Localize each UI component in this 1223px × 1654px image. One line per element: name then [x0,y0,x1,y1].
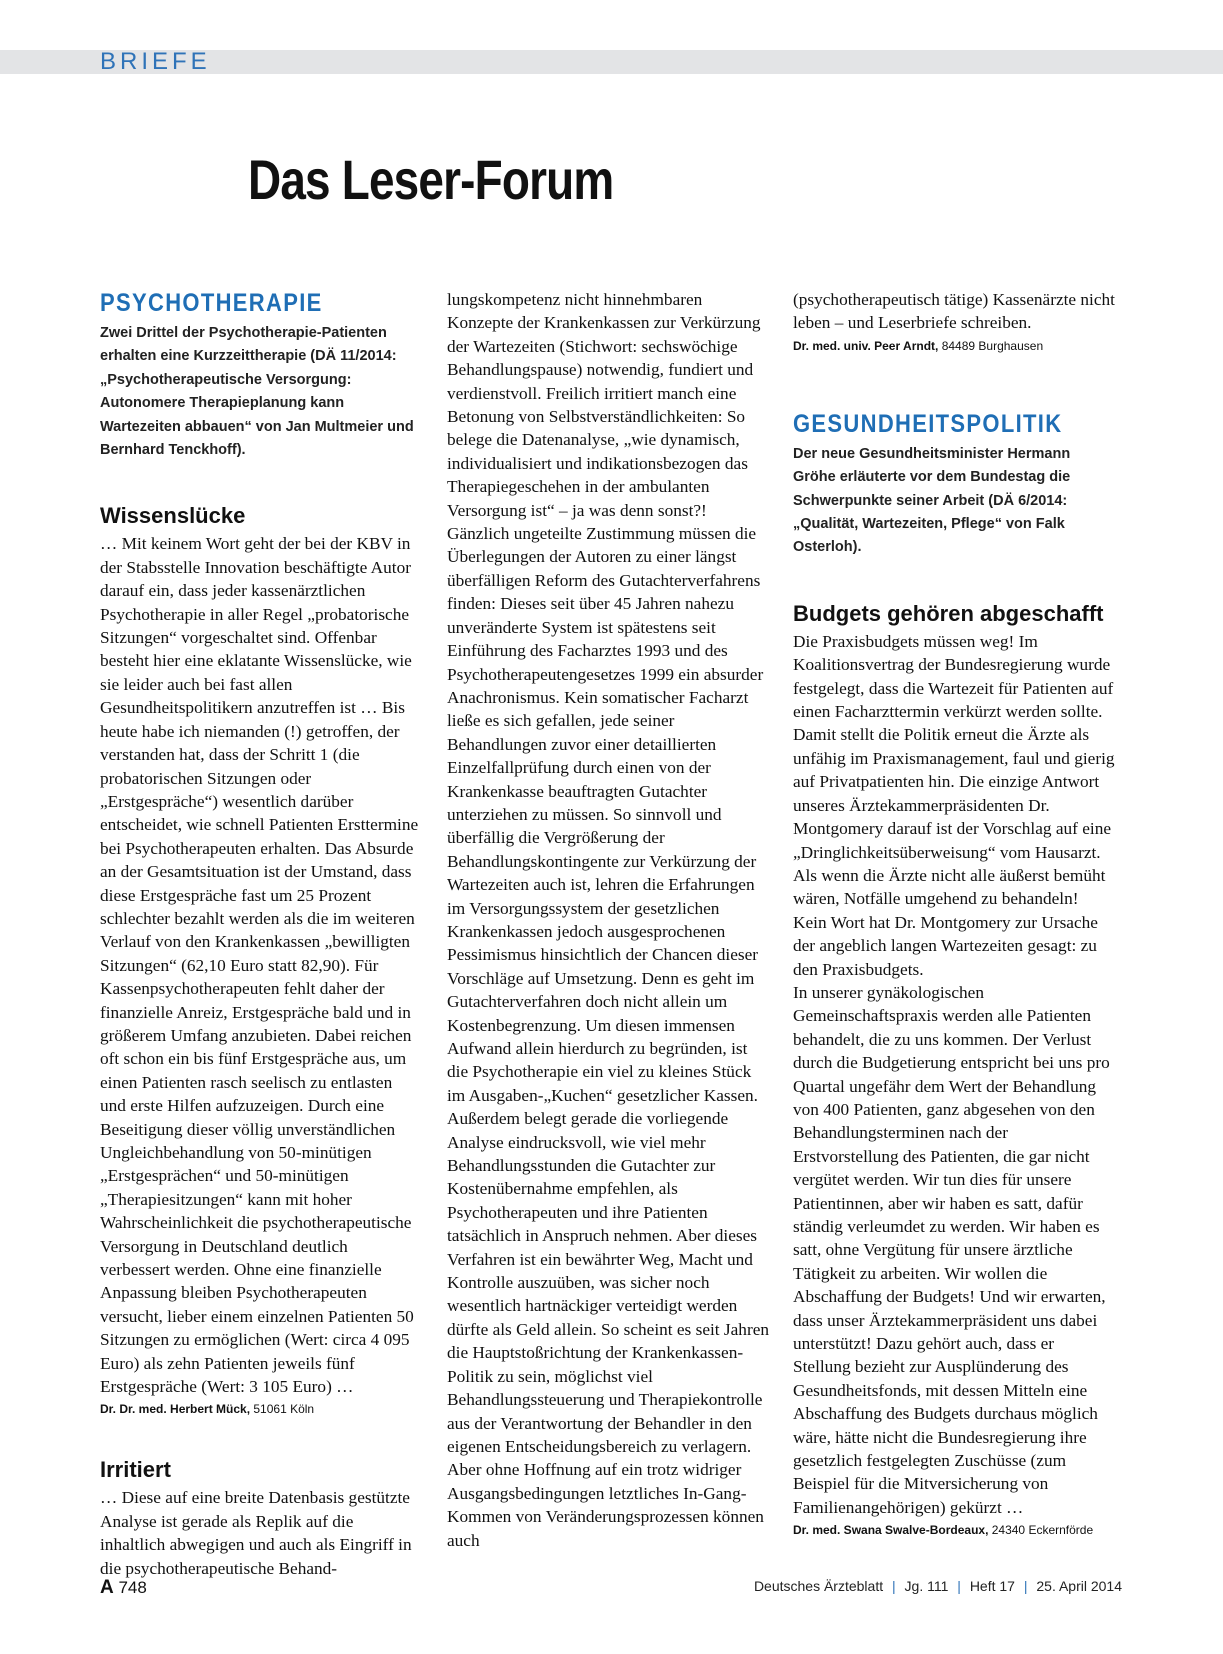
column-2 [447,288,769,1552]
letter-heading-budgets: Budgets gehören abgeschafft [793,600,1104,626]
topic-intro: Der neue Gesundheitsminister Hermann Gröhe erläuterte vor dem Bundestag die Schwerpunkte seiner Arbeit (DÄ 6/2014: „Qualität, Wartezeiten, Pflege“ von Falk Osterloh). [793,445,1071,556]
journal-date: 25. April 2014 [1036,1578,1122,1594]
letter-body-continued: lungskompetenz nicht hinnehmbaren Konzepte der Krankenkassen zur Verkürzung der Wartezeiten (Stichwort: sechswöchige Behandlungspause) notwendig, fundiert und verdienstvoll. Freilich irritiert manch eine Betonung von Selbstverständlichkeiten: So belege die Datenanalyse, „wie dynamisch, individualisiert und indikationsbezogen das Therapiegeschehen in der ambulanten Versorgung ist“ – ja was denn sonst?! Gänzlich ungeteilte Zustimmung müssen die Überlegungen der Autoren zu einer längst überfälligen Reform des Gutachterverfahrens finden: Dieses seit über 45 Jahren nahezu unveränderte System ist spätestens seit Einführung des Facharztes 1993 und des Psychotherapeutengesetzes 1999 ein absurder Anachronismus. Kein somatischer Facharzt ließe es sich gefallen, jede seiner Behandlungen zuvor einer detaillierten Einzelfallprüfung durch einen von der Krankenkasse beauftragten Gutachter unterziehen zu müssen. So sinnvoll und überfällig die Vergrößerung der Behandlungskontingente zur Verkürzung der Wartezeiten auch ist, lehren die Erfahrungen im Versorgungssystem der gesetzlichen Krankenkassen jedoch ausgesprochenen Pessimismus hinsichtlich der Chancen dieser Vorschläge auf Umsetzung. Denn es geht im Gutachterverfahren doch nicht allein um Kostenbegrenzung. Um diesen immensen Aufwand allein hierdurch zu begründen, ist die Psychotherapie ein viel zu kleines Stück im Ausgaben-„Kuchen“ gesetzlicher Kassen. Außerdem belegt gerade die vorliegende Analyse eindrucksvoll, wie viel mehr Behandlungsstunden die Gutachter zur Kostenübernahme empfehlen, als Psychotherapeuten und ihre Patienten tatsächlich in Anspruch nehmen. Aber dieses Verfahren ist ein bewährter Weg, Macht und Kontrolle auszuüben, was sicher noch wesentlich hartnäckiger verteidigt werden dürfte als Geld allein. So scheint es seit Jahren die Hauptstoßrichtung der Krankenkassen-Politik zu sein, möglichst viel Behandlungssteuerung und Therapiekontrolle aus der Verantwortung der Behandler in den eigenen Entscheidungsbereich zu verlagern. Aber ohne Hoffnung auf ein trotz widriger Ausgangsbedingungen letztliches In-Gang-Kommen von Veränderungsprozessen können auch [447,290,770,1550]
letter-body: In unserer gynäkologischen Gemeinschaftspraxis werden alle Patienten behandelt, die zu uns kommen. Der Verlust durch die Budgetierung entspricht bei uns pro Quartal ungefähr dem Wert der Behandlung von 400 Patienten, ganz abgesehen von den Behandlungsterminen nach der Erstvorstellung des Patienten, die gar nicht vergütet werden. Wir tun dies für unsere Patientinnen, aber wir haben es satt, dafür ständig verleumdet zu werden. Wir haben es satt, ohne Vergütung für unsere ärztliche Tätigkeit zu arbeiten. Wir wollen die Abschaffung der Budgets! Und wir erwarten, dass unser Ärztekammerpräsident uns dabei unterstützt! Dazu gehört auch, dass er Stellung bezieht zur Ausplünderung des Gesundheitsfonds, mit dessen Mitteln eine Abschaffung des Budgets durchaus möglich wäre, hätte nicht die Bundesregierung ihre gesetzlich festgelegten Zuschüsse (zum Beispiel für die Mitversicherung von Familienangehörigen) gekürzt … [793,982,1110,1517]
signature-place: 84489 Burghausen [938,338,1044,353]
signature-place: 51061 Köln [250,1402,315,1417]
letter-body-end: (psychotherapeutisch tätige) Kassenärzte nicht leben – und Leserbriefe schreiben. [793,290,1115,333]
spacer [100,1420,422,1456]
letter-heading-irritiert: Irritiert [100,1457,171,1483]
spacer [100,462,422,502]
column-3 [793,288,1115,1541]
footer-separator: | [892,1578,896,1594]
page-number [100,1577,147,1599]
journal-volume: Jg. 111 [904,1578,949,1594]
signature-name: Dr. med. univ. Peer Arndt, [793,338,939,353]
letter-signature [793,335,1115,357]
signature-place: 24340 Eckernförde [988,1523,1094,1538]
journal-issue: Heft 17 [969,1578,1015,1594]
page-title: Das Leser-Forum [248,148,614,211]
topic-heading-psychotherapie: PSYCHOTHERAPIE [100,289,323,317]
journal-name: Deutsches Ärzteblatt [753,1578,884,1594]
letter-body: … Diese auf eine breite Datenbasis gestützte Analyse ist gerade als Replik auf die inhaltlich abwegigen und auch als Eingriff in die psychotherapeutische Behand- [100,1488,412,1578]
letter-heading-wissensluecke: Wissenslücke [100,503,246,529]
signature-name: Dr. med. Swana Swalve-Bordeaux, [793,1523,989,1538]
footer-separator: | [1023,1578,1028,1594]
page-letter: A [100,1577,114,1598]
letter-signature [100,1398,422,1420]
letter-signature [793,1519,1115,1541]
signature-name: Dr. Dr. med. Herbert Mück, [100,1402,251,1417]
letter-body: … Mit keinem Wort geht der bei der KBV in der Stabsstelle Innovation beschäftigte Autor darauf ein, dass jeder kassenärztlichen Psychotherapie in aller Regel „probatorische Sitzungen“ vorgeschaltet sind. Offenbar besteht hier eine eklatante Wissenslücke, wie sie leider auch bei fast allen Gesundheitspolitikern anzutreffen ist … Bis heute habe ich niemanden (!) getroffen, der verstanden hat, dass der Schritt 1 (die probatorischen Sitzungen oder „Erstgespräche“) wesentlich darüber entscheidet, wie schnell Patienten Ersttermine bei Psychotherapeuten erhalten. Das Absurde an der Gesamtsituation ist der Umstand, dass diese Erstgespräche fast um 25 Prozent schlechter bezahlt werden als die im weiteren Verlauf von den Krankenkassen „bewilligten Sitzungen“ (62,10 Euro statt 82,90). Für Kassenpsychotherapeuten fehlt daher der finanzielle Anreiz, Erstgespräche bald und in größerem Umfang anzubieten. Dabei reichen oft schon ein bis fünf Erstgespräche aus, um einen Patienten rasch seelisch zu entlasten und erste Hilfen aufzuzeigen. Durch eine Beseitigung dieser völlig unverständlichen Ungleichbehandlung von 50-minütigen „Erstgesprächen“ und 50-minütigen „Therapiesitzungen“ kann mit hoher Wahrscheinlichkeit die psychotherapeutische Versorgung in Deutschland deutlich verbessert werden. Ohne eine finanzielle Anpassung bleiben Psychotherapeuten versucht, lieber einem einzelnen Patienten 50 Sitzungen zu ermöglichen (Wert: circa 4 095 Euro) als zehn Patienten jeweils fünf Erstgespräche (Wert: 3 105 Euro) … [100,534,419,1397]
column-1 [100,288,422,1580]
journal-footer [754,1578,1122,1594]
topic-heading-gesundheitspolitik: GESUNDHEITSPOLITIK [793,409,1063,438]
section-label: BRIEFE [100,48,211,75]
footer-separator: | [957,1578,961,1594]
spacer [793,357,1115,409]
topic-intro: Zwei Drittel der Psychotherapie-Patienten erhalten eine Kurzzeittherapie (DÄ 11/2014: „Psychotherapeutische Versorgung: Autonomere Therapieplanung kann Wartezeiten abbauen“ von Jan Multmeier und Bernhard Tenckhoff). [100,325,414,459]
spacer [793,560,1115,600]
letter-body: Die Praxisbudgets müssen weg! Im Koalitionsvertrag der Bundesregierung wurde festgelegt, dass die Wartezeit für Patienten auf einen Facharzttermin verkürzt werden sollte. Damit stellt die Politik erneut die Ärzte als unfähig im Praxismanagement, faul und gierig auf Privatpatienten hin. Die einzige Antwort unseres Ärztekammerpräsidenten Dr. Montgomery darauf ist der Vorschlag auf eine „Dringlichkeitsüberweisung“ vom Hausarzt. Als wenn die Ärzte nicht alle äußerst bemüht wären, Notfälle umgehend zu behandeln! Kein Wort hat Dr. Montgomery zur Ursache der angeblich langen Wartezeiten gesagt: zu den Praxisbudgets. [793,631,1115,979]
page-digits: 748 [113,1578,147,1597]
